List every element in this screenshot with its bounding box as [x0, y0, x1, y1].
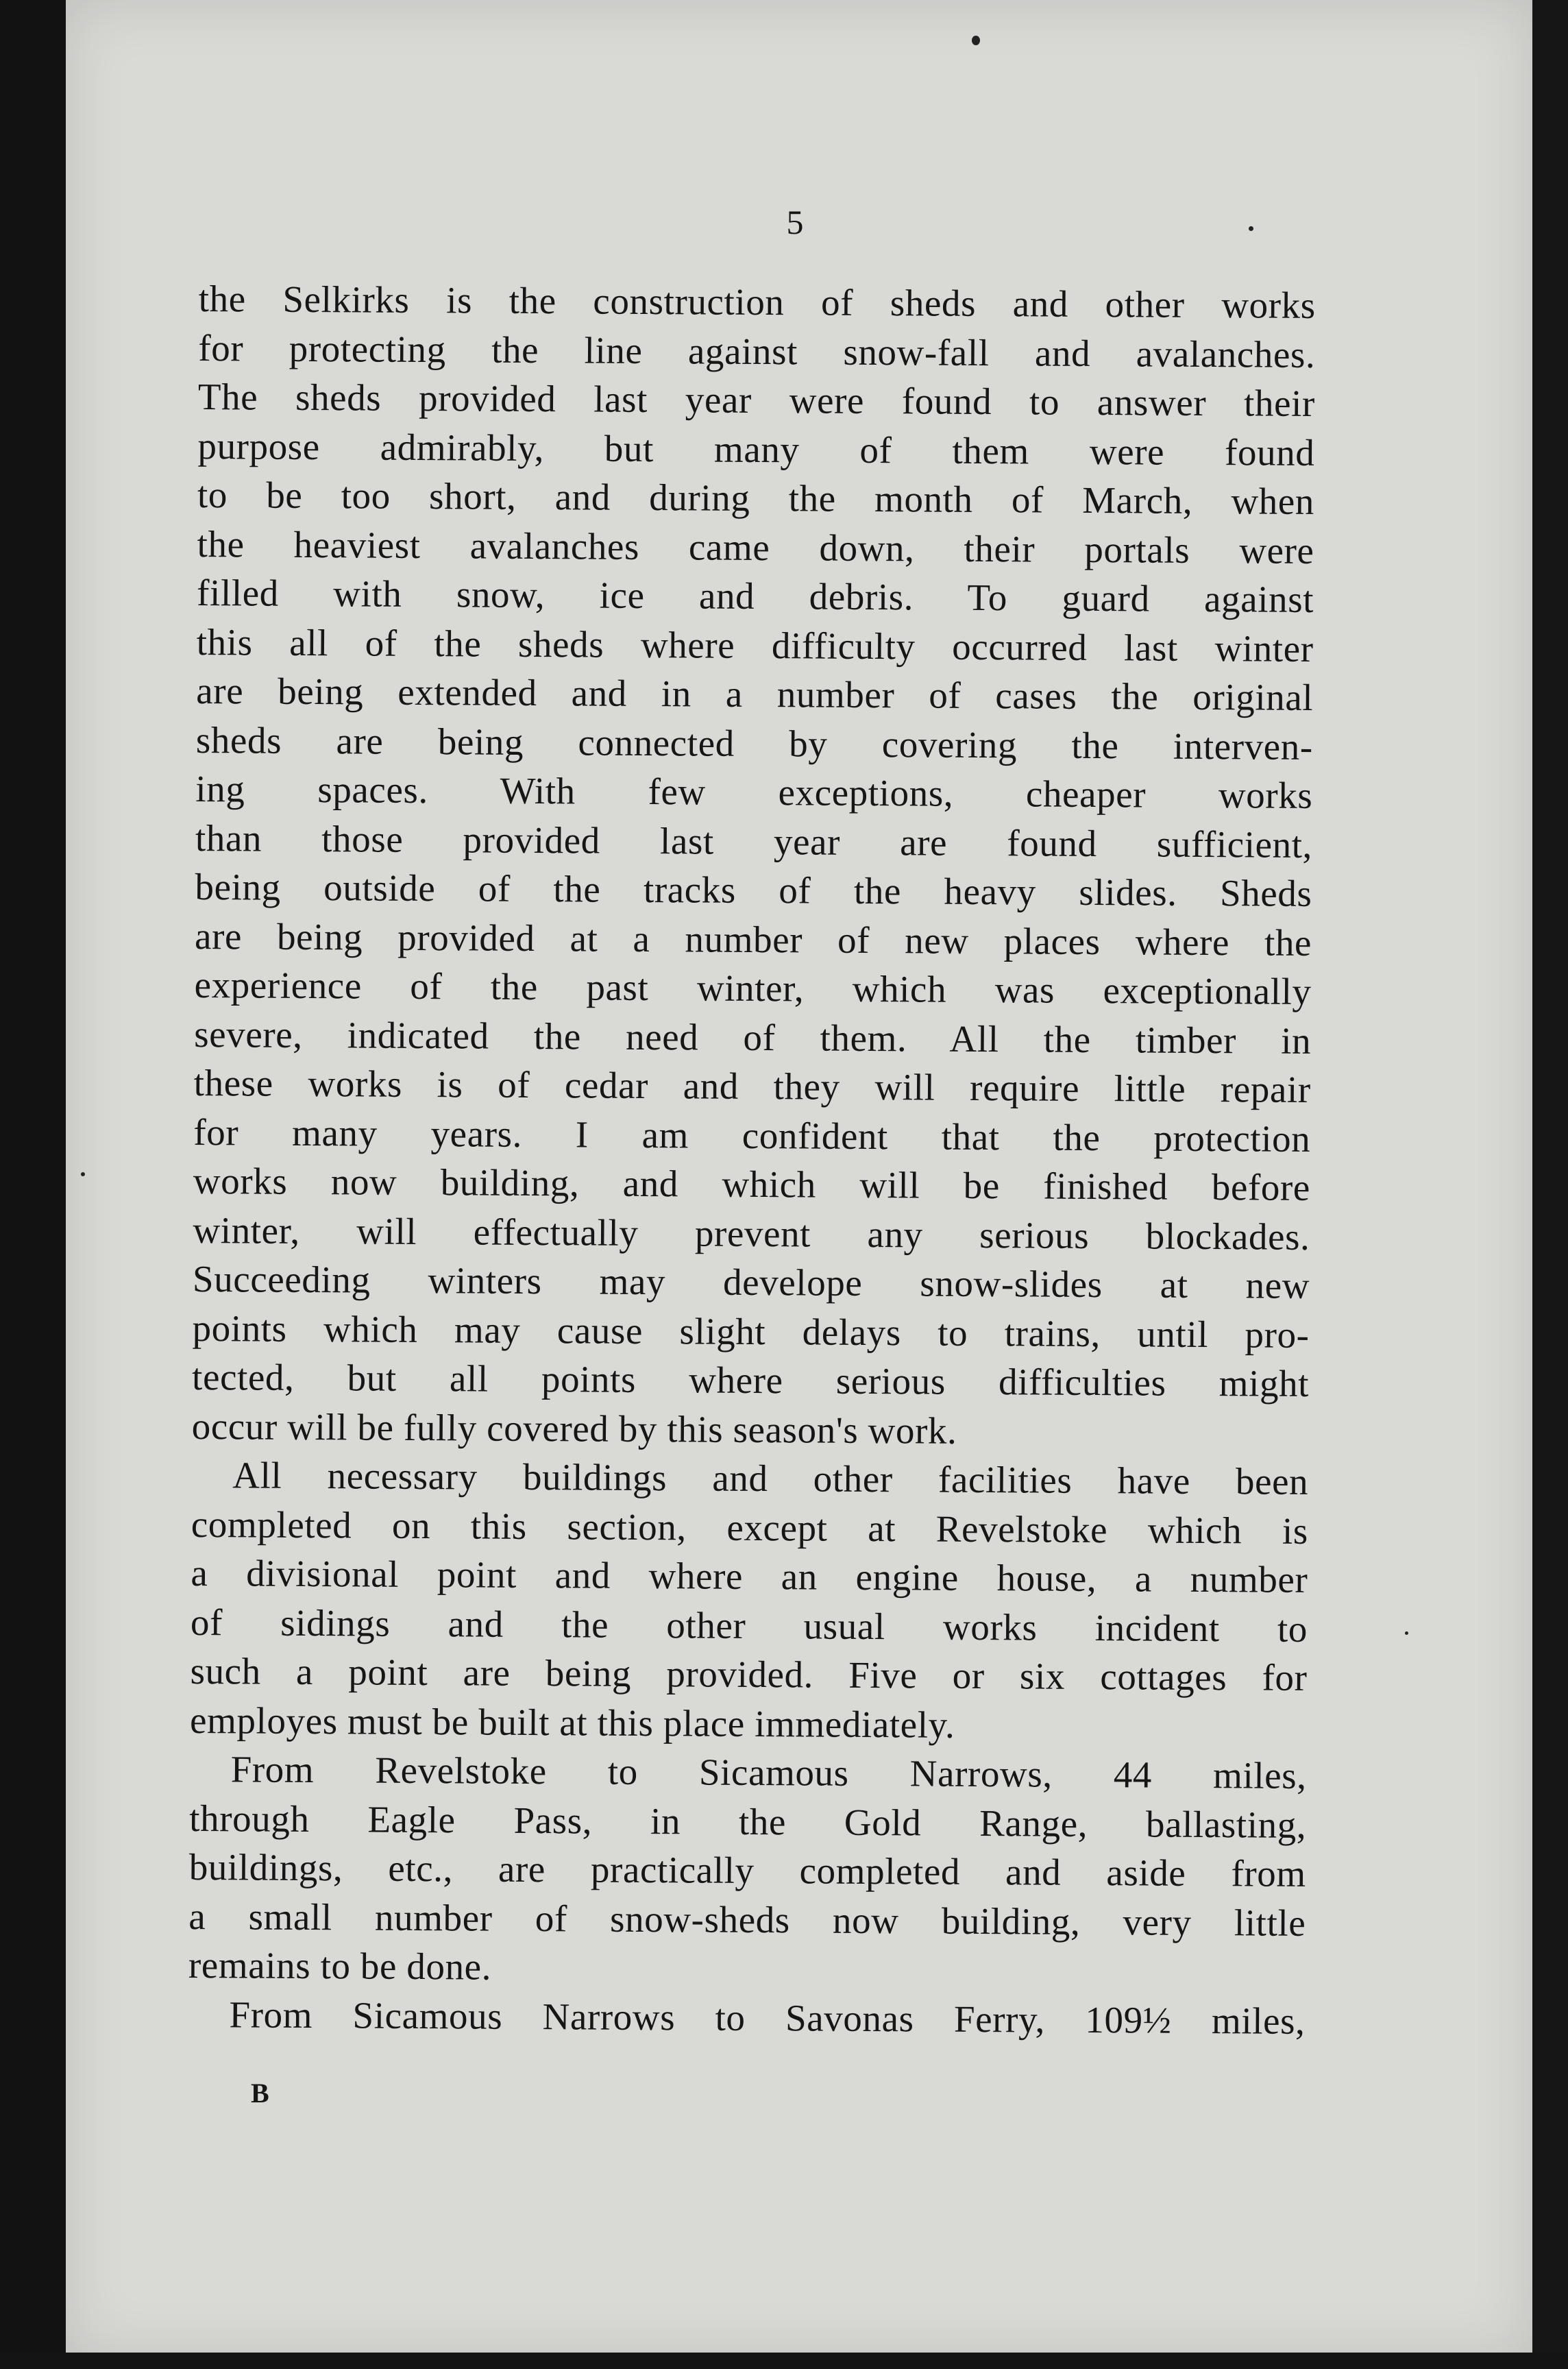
text-line: points which may cause slight delays to trains, until pro- [192, 1307, 1310, 1356]
text-line: winter, will effectually prevent any serious blockades. [193, 1208, 1310, 1258]
text-line: tected, but all points where serious difficulties might [191, 1355, 1310, 1405]
text-line: of sidings and the other usual works incident to [190, 1601, 1308, 1650]
text-line: severe, indicated the need of them. All the timber in [194, 1012, 1312, 1062]
text-line: Succeeding winters may develope snow-slides at new [192, 1257, 1310, 1307]
ink-speck [81, 1172, 85, 1176]
text-line: these works is of cedar and they will require little repair [193, 1061, 1311, 1110]
text-line: being outside of the tracks of the heavy slides. Sheds [195, 865, 1312, 914]
text-line: than those provided last year are found sufficient, [195, 816, 1313, 866]
binding-edge [0, 0, 66, 2369]
text-line: a divisional point and where an engine house, a number [191, 1551, 1308, 1601]
ink-speck [972, 36, 980, 45]
signature-mark: B [251, 2078, 269, 2109]
paragraph [190, 1450, 1309, 1751]
text-line: the heaviest avalanches came down, their portals were [197, 522, 1314, 572]
text-line: such a point are being provided. Five or six cottages for [190, 1649, 1308, 1699]
text-line: remains to be done. [188, 1943, 492, 1988]
ink-speck [1249, 226, 1253, 231]
text-line: employes must be built at this place immediately. [189, 1699, 955, 1746]
text-line: completed on this section, except at Revelstoke which is [191, 1503, 1309, 1552]
page-number: 5 [786, 203, 804, 241]
text-line: this all of the sheds where difficulty occurred last winter [196, 620, 1314, 670]
text-line: filled with snow, ice and debris. To guard against [196, 571, 1314, 620]
text-line: to be too short, and during the month of March, when [197, 473, 1315, 522]
text-line: From Revelstoke to Sicamous Narrows, 44 miles, [230, 1748, 1307, 1797]
text-line: sheds are being connected by covering the interven- [195, 718, 1314, 768]
text-line: From Sicamous Narrows to Savonas Ferry, 109½ miles, [229, 1993, 1306, 2042]
text-line: are being extended and in a number of cases the original [196, 669, 1314, 718]
text-line: a small number of snow-sheds now building, very little [188, 1895, 1306, 1944]
text-line: are being provided at a number of new places where the [194, 914, 1312, 964]
paragraph [188, 1745, 1307, 1996]
text-line: The sheds provided last year were found to answer their [197, 375, 1316, 424]
bottom-page-edge [0, 2353, 1568, 2369]
text-line: through Eagle Pass, in the Gold Range, ballasting, [189, 1797, 1307, 1846]
right-page-edge [1532, 0, 1568, 2369]
text-line: buildings, etc., are practically completed and aside from [188, 1845, 1306, 1895]
ink-speck [1405, 1631, 1408, 1635]
text-line: the Selkirks is the construction of sheds and other works [198, 277, 1316, 326]
text-line: experience of the past winter, which was exceptionally [194, 963, 1312, 1012]
text-line: occur will be fully covered by this season's work. [191, 1405, 957, 1452]
paragraph [192, 274, 1316, 1457]
text-line: purpose admirably, but many of them were found [197, 424, 1315, 474]
text-line: ing spaces. With few exceptions, cheaper works [195, 767, 1313, 816]
text-line: All necessary buildings and other facilities have been [232, 1454, 1309, 1503]
text-line: works now building, and which will be finished before [193, 1159, 1311, 1208]
paragraph [188, 1989, 1305, 2045]
text-line: for many years. I am confident that the protection [193, 1110, 1311, 1160]
body-text [188, 274, 1316, 2045]
text-line: for protecting the line against snow-fall and avalanches. [198, 326, 1316, 376]
